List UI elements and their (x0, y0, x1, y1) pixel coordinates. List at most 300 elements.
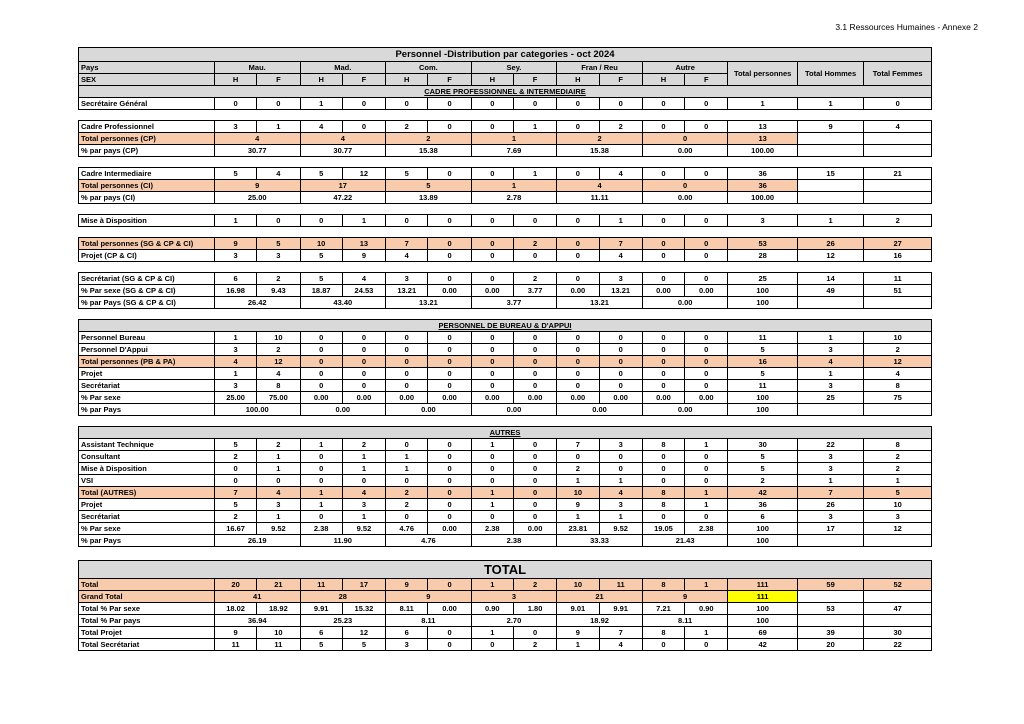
country-value-cell: 1 (471, 133, 557, 145)
f-header: F (257, 74, 300, 86)
value-cell: 0 (513, 511, 556, 523)
value-cell: 0 (513, 380, 556, 392)
value-cell: 0 (428, 439, 471, 451)
value-cell: 12 (342, 168, 385, 180)
value-cell: 0.90 (471, 603, 513, 615)
value-cell: 6 (214, 273, 256, 285)
total-femmes-cell (864, 615, 932, 627)
value-cell: 0 (386, 344, 428, 356)
value-cell: 0 (599, 356, 642, 368)
total-personnes-cell: 36 (728, 168, 797, 180)
value-cell: 11 (214, 639, 256, 651)
value-cell: 0 (342, 356, 385, 368)
row-label: Total (79, 579, 215, 591)
value-cell: 0 (386, 511, 428, 523)
row-label: Total personnes (PB & PA) (79, 356, 215, 368)
row-sec_aut (79, 511, 932, 523)
h-header: H (214, 74, 256, 86)
value-cell: 1 (214, 215, 256, 227)
total-femmes-cell (864, 404, 932, 416)
value-cell: 0 (428, 168, 471, 180)
row-spacer (79, 262, 932, 273)
country-value-cell: 4.76 (386, 535, 472, 547)
value-cell: 0 (428, 451, 471, 463)
row-label: Personnel D'Appui (79, 344, 215, 356)
value-cell: 2.38 (685, 523, 728, 535)
total-hommes-cell: 1 (797, 368, 863, 380)
value-cell: 0.00 (642, 392, 684, 404)
total-hommes-cell: 39 (797, 627, 863, 639)
value-cell: 5 (386, 168, 428, 180)
value-cell: 0.00 (300, 392, 342, 404)
value-cell: 1 (342, 215, 385, 227)
total-personnes-cell: 100 (728, 404, 797, 416)
value-cell: 0 (642, 368, 684, 380)
total-femmes-cell: 8 (864, 380, 932, 392)
section-title: AUTRES (79, 427, 932, 439)
value-cell: 21 (257, 579, 300, 591)
value-cell: 2 (257, 344, 300, 356)
value-cell: 6 (300, 627, 342, 639)
value-cell: 4 (599, 168, 642, 180)
total-femmes-cell: 52 (864, 579, 932, 591)
row-label: Total personnes (CI) (79, 180, 215, 192)
value-cell: 0 (386, 215, 428, 227)
row-spacer (79, 416, 932, 427)
row-sex_pb (79, 392, 932, 404)
value-cell: 0 (471, 250, 513, 262)
section-header-autres (79, 427, 932, 439)
value-cell: 4.76 (386, 523, 428, 535)
value-cell: 4 (257, 168, 300, 180)
row-label: Consultant (79, 451, 215, 463)
country-value-cell: 8.11 (386, 615, 472, 627)
country-value-cell: 4 (557, 180, 643, 192)
value-cell: 2.38 (300, 523, 342, 535)
value-cell: 5 (300, 168, 342, 180)
value-cell: 1 (257, 451, 300, 463)
total-personnes-cell: 13 (728, 133, 797, 145)
value-cell: 0.00 (428, 392, 471, 404)
country-value-cell: 0.00 (386, 404, 472, 416)
value-cell: 0 (557, 98, 599, 110)
value-cell: 9 (557, 499, 599, 511)
personnel-distribution-table (78, 47, 932, 651)
country-value-cell: 15.38 (557, 145, 643, 157)
country-value-cell: 0.00 (471, 404, 557, 416)
value-cell: 0 (513, 332, 556, 344)
value-cell: 0 (428, 499, 471, 511)
total-femmes-cell: 11 (864, 273, 932, 285)
value-cell: 0.00 (471, 285, 513, 297)
country-value-cell: 11.90 (300, 535, 386, 547)
value-cell: 0 (599, 451, 642, 463)
value-cell: 0 (599, 380, 642, 392)
value-cell: 9.01 (557, 603, 599, 615)
value-cell: 0 (300, 511, 342, 523)
country-value-cell: 41 (214, 591, 300, 603)
value-cell: 2 (386, 499, 428, 511)
f-header: F (599, 74, 642, 86)
total-femmes-header: Total Femmes (864, 62, 932, 86)
value-cell: 0 (685, 238, 728, 250)
value-cell: 1 (342, 511, 385, 523)
country-value-cell: 5 (386, 180, 472, 192)
value-cell: 0 (342, 332, 385, 344)
value-cell: 2.38 (471, 523, 513, 535)
value-cell: 1 (257, 121, 300, 133)
value-cell: 7 (599, 238, 642, 250)
value-cell: 0 (685, 344, 728, 356)
row-label: % par Pays (79, 404, 215, 416)
row-proj_pb (79, 368, 932, 380)
value-cell: 9.43 (257, 285, 300, 297)
value-cell: 0 (428, 475, 471, 487)
value-cell: 3 (599, 499, 642, 511)
total-personnes-cell: 100 (728, 392, 797, 404)
total-femmes-cell: 22 (864, 639, 932, 651)
row-cp_pct (79, 145, 932, 157)
value-cell: 1 (513, 168, 556, 180)
value-cell: 0 (214, 98, 256, 110)
country-value-cell: 21 (557, 591, 643, 603)
total-personnes-cell: 111 (728, 579, 797, 591)
value-cell: 0 (386, 439, 428, 451)
value-cell: 0 (685, 511, 728, 523)
country-value-cell: 11.11 (557, 192, 643, 204)
value-cell: 0 (428, 463, 471, 475)
value-cell: 0.00 (471, 392, 513, 404)
value-cell: 1 (342, 463, 385, 475)
total-femmes-cell: 4 (864, 121, 932, 133)
value-cell: 0 (428, 579, 471, 591)
value-cell: 0 (300, 380, 342, 392)
value-cell: 1 (471, 499, 513, 511)
value-cell: 0.00 (386, 392, 428, 404)
value-cell: 0 (685, 250, 728, 262)
country-value-cell: 0 (642, 133, 728, 145)
row-label: Projet (79, 499, 215, 511)
value-cell: 0 (685, 215, 728, 227)
value-cell: 5 (342, 639, 385, 651)
value-cell: 0 (386, 356, 428, 368)
total-hommes-cell: 3 (797, 451, 863, 463)
total-hommes-header: Total Hommes (797, 62, 863, 86)
value-cell: 4 (300, 121, 342, 133)
value-cell: 0 (428, 380, 471, 392)
row-label: % par pays (CI) (79, 192, 215, 204)
value-cell: 0 (642, 451, 684, 463)
total-femmes-cell (864, 133, 932, 145)
row-sex_sg (79, 285, 932, 297)
value-cell: 2 (386, 121, 428, 133)
value-cell: 0 (513, 475, 556, 487)
total-hommes-cell: 9 (797, 121, 863, 133)
row-label: Personnel Bureau (79, 332, 215, 344)
total-femmes-cell (864, 180, 932, 192)
total-hommes-cell: 49 (797, 285, 863, 297)
row-pb (79, 332, 932, 344)
total-personnes-cell: 100.00 (728, 192, 797, 204)
value-cell: 2 (214, 451, 256, 463)
value-cell: 0 (342, 380, 385, 392)
value-cell: 10 (257, 332, 300, 344)
value-cell: 3 (599, 273, 642, 285)
value-cell: 10 (557, 487, 599, 499)
value-cell: 0 (300, 463, 342, 475)
row-label: Secrétaire Général (79, 98, 215, 110)
country-value-cell: 2.70 (471, 615, 557, 627)
row-tot_sg (79, 238, 932, 250)
value-cell: 0 (428, 332, 471, 344)
f-header: F (428, 74, 471, 86)
country-value-cell: 43.40 (300, 297, 386, 309)
value-cell: 8 (642, 439, 684, 451)
value-cell: 1 (685, 579, 728, 591)
row-label: Projet (CP & CI) (79, 250, 215, 262)
value-cell: 1 (257, 511, 300, 523)
value-cell: 0 (642, 463, 684, 475)
value-cell: 0 (428, 250, 471, 262)
total-personnes-cell: 2 (728, 475, 797, 487)
country-value-cell: 13.21 (386, 297, 472, 309)
value-cell: 75.00 (257, 392, 300, 404)
country-value-cell: 9 (642, 591, 728, 603)
value-cell: 3 (214, 250, 256, 262)
value-cell: 0 (342, 368, 385, 380)
value-cell: 0 (513, 215, 556, 227)
value-cell: 0 (386, 332, 428, 344)
row-label: Mise à Disposition (79, 463, 215, 475)
row-vsi (79, 475, 932, 487)
total-hommes-cell: 26 (797, 499, 863, 511)
value-cell: 0 (386, 368, 428, 380)
value-cell: 0 (557, 380, 599, 392)
total-hommes-cell: 7 (797, 487, 863, 499)
row-label: % Par sexe (79, 523, 215, 535)
row-spacer (79, 204, 932, 215)
country-value-cell: 13.89 (386, 192, 472, 204)
total-hommes-cell (797, 145, 863, 157)
total-personnes-cell: 28 (728, 250, 797, 262)
value-cell: 7 (386, 238, 428, 250)
row-mad2 (79, 463, 932, 475)
country-value-cell: 30.77 (214, 145, 300, 157)
total-personnes-cell: 100 (728, 285, 797, 297)
total-personnes-cell: 5 (728, 368, 797, 380)
total-personnes-cell: 36 (728, 499, 797, 511)
row-pays_sg (79, 297, 932, 309)
country-value-cell: 100.00 (214, 404, 300, 416)
section-title: CADRE PROFESSIONNEL & INTERMEDIAIRE (79, 86, 932, 98)
row-spacer (79, 157, 932, 168)
value-cell: 0 (513, 627, 556, 639)
total-personnes-cell: 13 (728, 121, 797, 133)
row-tot_pb (79, 356, 932, 368)
row-tot_aut (79, 487, 932, 499)
value-cell: 0 (300, 475, 342, 487)
total-hommes-cell (797, 591, 863, 603)
total-femmes-cell: 10 (864, 499, 932, 511)
value-cell: 0 (428, 344, 471, 356)
value-cell: 1 (300, 487, 342, 499)
value-cell: 0 (513, 451, 556, 463)
value-cell: 13.21 (386, 285, 428, 297)
value-cell: 0 (342, 98, 385, 110)
row-label: Secrétariat (79, 511, 215, 523)
value-cell: 0 (642, 250, 684, 262)
row-tpays (79, 615, 932, 627)
value-cell: 17 (342, 579, 385, 591)
value-cell: 0.00 (557, 392, 599, 404)
value-cell: 0 (685, 356, 728, 368)
country-value-cell: 17 (300, 180, 386, 192)
value-cell: 12 (257, 356, 300, 368)
value-cell: 4 (257, 368, 300, 380)
row-label: % par Pays (SG & CP & CI) (79, 297, 215, 309)
total-hommes-cell: 59 (797, 579, 863, 591)
row-label: Total Secrétariat (79, 639, 215, 651)
value-cell: 3 (214, 380, 256, 392)
total-hommes-cell (797, 535, 863, 547)
total-section-header (79, 561, 932, 579)
total-hommes-cell: 1 (797, 215, 863, 227)
value-cell: 0 (557, 332, 599, 344)
country-value-cell: 2 (557, 133, 643, 145)
value-cell: 0.00 (513, 392, 556, 404)
value-cell: 0 (257, 98, 300, 110)
value-cell: 0 (685, 168, 728, 180)
country-value-cell: 4 (300, 133, 386, 145)
total-personnes-cell: 5 (728, 344, 797, 356)
total-femmes-cell: 51 (864, 285, 932, 297)
value-cell: 0 (513, 463, 556, 475)
total-personnes-cell: 25 (728, 273, 797, 285)
country-header: Mau. (214, 62, 300, 74)
value-cell: 0 (642, 332, 684, 344)
value-cell: 2 (257, 273, 300, 285)
value-cell: 0.00 (342, 392, 385, 404)
value-cell: 0 (428, 356, 471, 368)
value-cell: 0.00 (557, 285, 599, 297)
value-cell: 4 (342, 487, 385, 499)
row-ci_pct (79, 192, 932, 204)
value-cell: 8 (642, 487, 684, 499)
total-personnes-cell: 69 (728, 627, 797, 639)
value-cell: 1 (214, 332, 256, 344)
value-cell: 0 (557, 451, 599, 463)
value-cell: 9.52 (342, 523, 385, 535)
value-cell: 0 (428, 368, 471, 380)
total-hommes-cell: 3 (797, 344, 863, 356)
value-cell: 0 (557, 121, 599, 133)
value-cell: 0 (557, 273, 599, 285)
country-value-cell: 0 (642, 180, 728, 192)
value-cell: 4 (599, 639, 642, 651)
total-hommes-cell: 3 (797, 511, 863, 523)
value-cell: 2 (513, 273, 556, 285)
value-cell: 3 (599, 439, 642, 451)
value-cell: 13 (342, 238, 385, 250)
value-cell: 0 (471, 344, 513, 356)
row-spacer (79, 547, 932, 561)
total-hommes-cell (797, 180, 863, 192)
row-proj_aut (79, 499, 932, 511)
row-pa (79, 344, 932, 356)
value-cell: 0 (513, 98, 556, 110)
row-label: % Par sexe (SG & CP & CI) (79, 285, 215, 297)
value-cell: 0.90 (685, 603, 728, 615)
row-sg (79, 98, 932, 110)
value-cell: 10 (300, 238, 342, 250)
value-cell: 0 (471, 215, 513, 227)
country-value-cell: 2 (386, 133, 472, 145)
value-cell: 0 (471, 238, 513, 250)
row-label: Grand Total (79, 591, 215, 603)
country-value-cell: 33.33 (557, 535, 643, 547)
total-hommes-cell: 12 (797, 250, 863, 262)
value-cell: 0 (557, 250, 599, 262)
f-header: F (685, 74, 728, 86)
row-sec_sg (79, 273, 932, 285)
value-cell: 0 (428, 487, 471, 499)
value-cell: 2 (513, 639, 556, 651)
value-cell: 25.00 (214, 392, 256, 404)
value-cell: 1 (471, 579, 513, 591)
total-femmes-cell: 8 (864, 439, 932, 451)
country-value-cell: 0.00 (642, 192, 728, 204)
total-personnes-cell: 5 (728, 463, 797, 475)
total-hommes-cell (797, 133, 863, 145)
value-cell: 7.21 (642, 603, 684, 615)
total-femmes-cell: 2 (864, 215, 932, 227)
total-personnes-cell: 42 (728, 639, 797, 651)
value-cell: 1 (386, 463, 428, 475)
value-cell: 24.53 (342, 285, 385, 297)
total-hommes-cell: 26 (797, 238, 863, 250)
value-cell: 0.00 (428, 285, 471, 297)
value-cell: 0 (342, 344, 385, 356)
value-cell: 0.00 (428, 523, 471, 535)
value-cell: 11 (300, 579, 342, 591)
value-cell: 1 (685, 487, 728, 499)
value-cell: 0 (685, 98, 728, 110)
value-cell: 1 (599, 511, 642, 523)
total-personnes-cell: 53 (728, 238, 797, 250)
value-cell: 10 (257, 627, 300, 639)
row-pays_aut (79, 535, 932, 547)
value-cell: 0 (257, 215, 300, 227)
value-cell: 3 (214, 344, 256, 356)
value-cell: 0 (214, 463, 256, 475)
value-cell: 0.00 (513, 523, 556, 535)
total-femmes-cell (864, 535, 932, 547)
row-total (79, 579, 932, 591)
row-pays_pb (79, 404, 932, 416)
total-femmes-cell: 0 (864, 98, 932, 110)
h-header: H (642, 74, 684, 86)
value-cell: 2 (214, 511, 256, 523)
value-cell: 0 (685, 639, 728, 651)
value-cell: 0 (557, 168, 599, 180)
value-cell: 1 (300, 499, 342, 511)
row-label: Assistant Technique (79, 439, 215, 451)
value-cell: 0 (386, 380, 428, 392)
value-cell: 0 (513, 499, 556, 511)
country-value-cell: 2.78 (471, 192, 557, 204)
total-hommes-cell: 1 (797, 98, 863, 110)
total-femmes-cell: 2 (864, 344, 932, 356)
